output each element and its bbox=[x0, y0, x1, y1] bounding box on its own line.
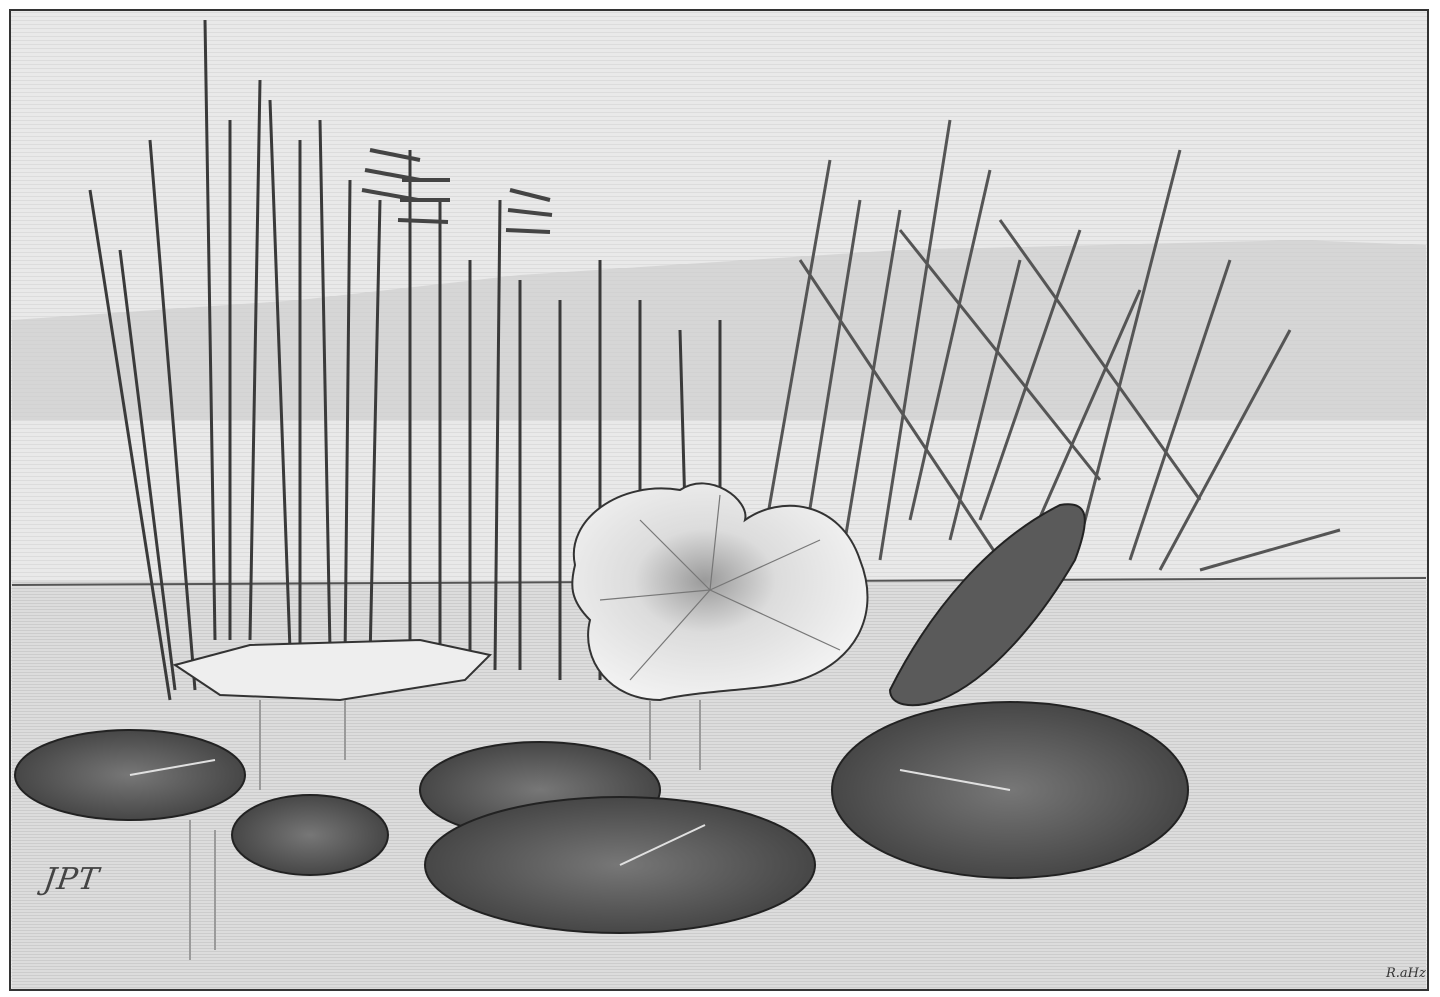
lily-pad-small bbox=[232, 795, 388, 875]
water-lily-flower bbox=[572, 483, 867, 700]
artist-monogram: JPT bbox=[41, 862, 102, 897]
engraver-mark: R.aHz bbox=[1386, 966, 1426, 981]
